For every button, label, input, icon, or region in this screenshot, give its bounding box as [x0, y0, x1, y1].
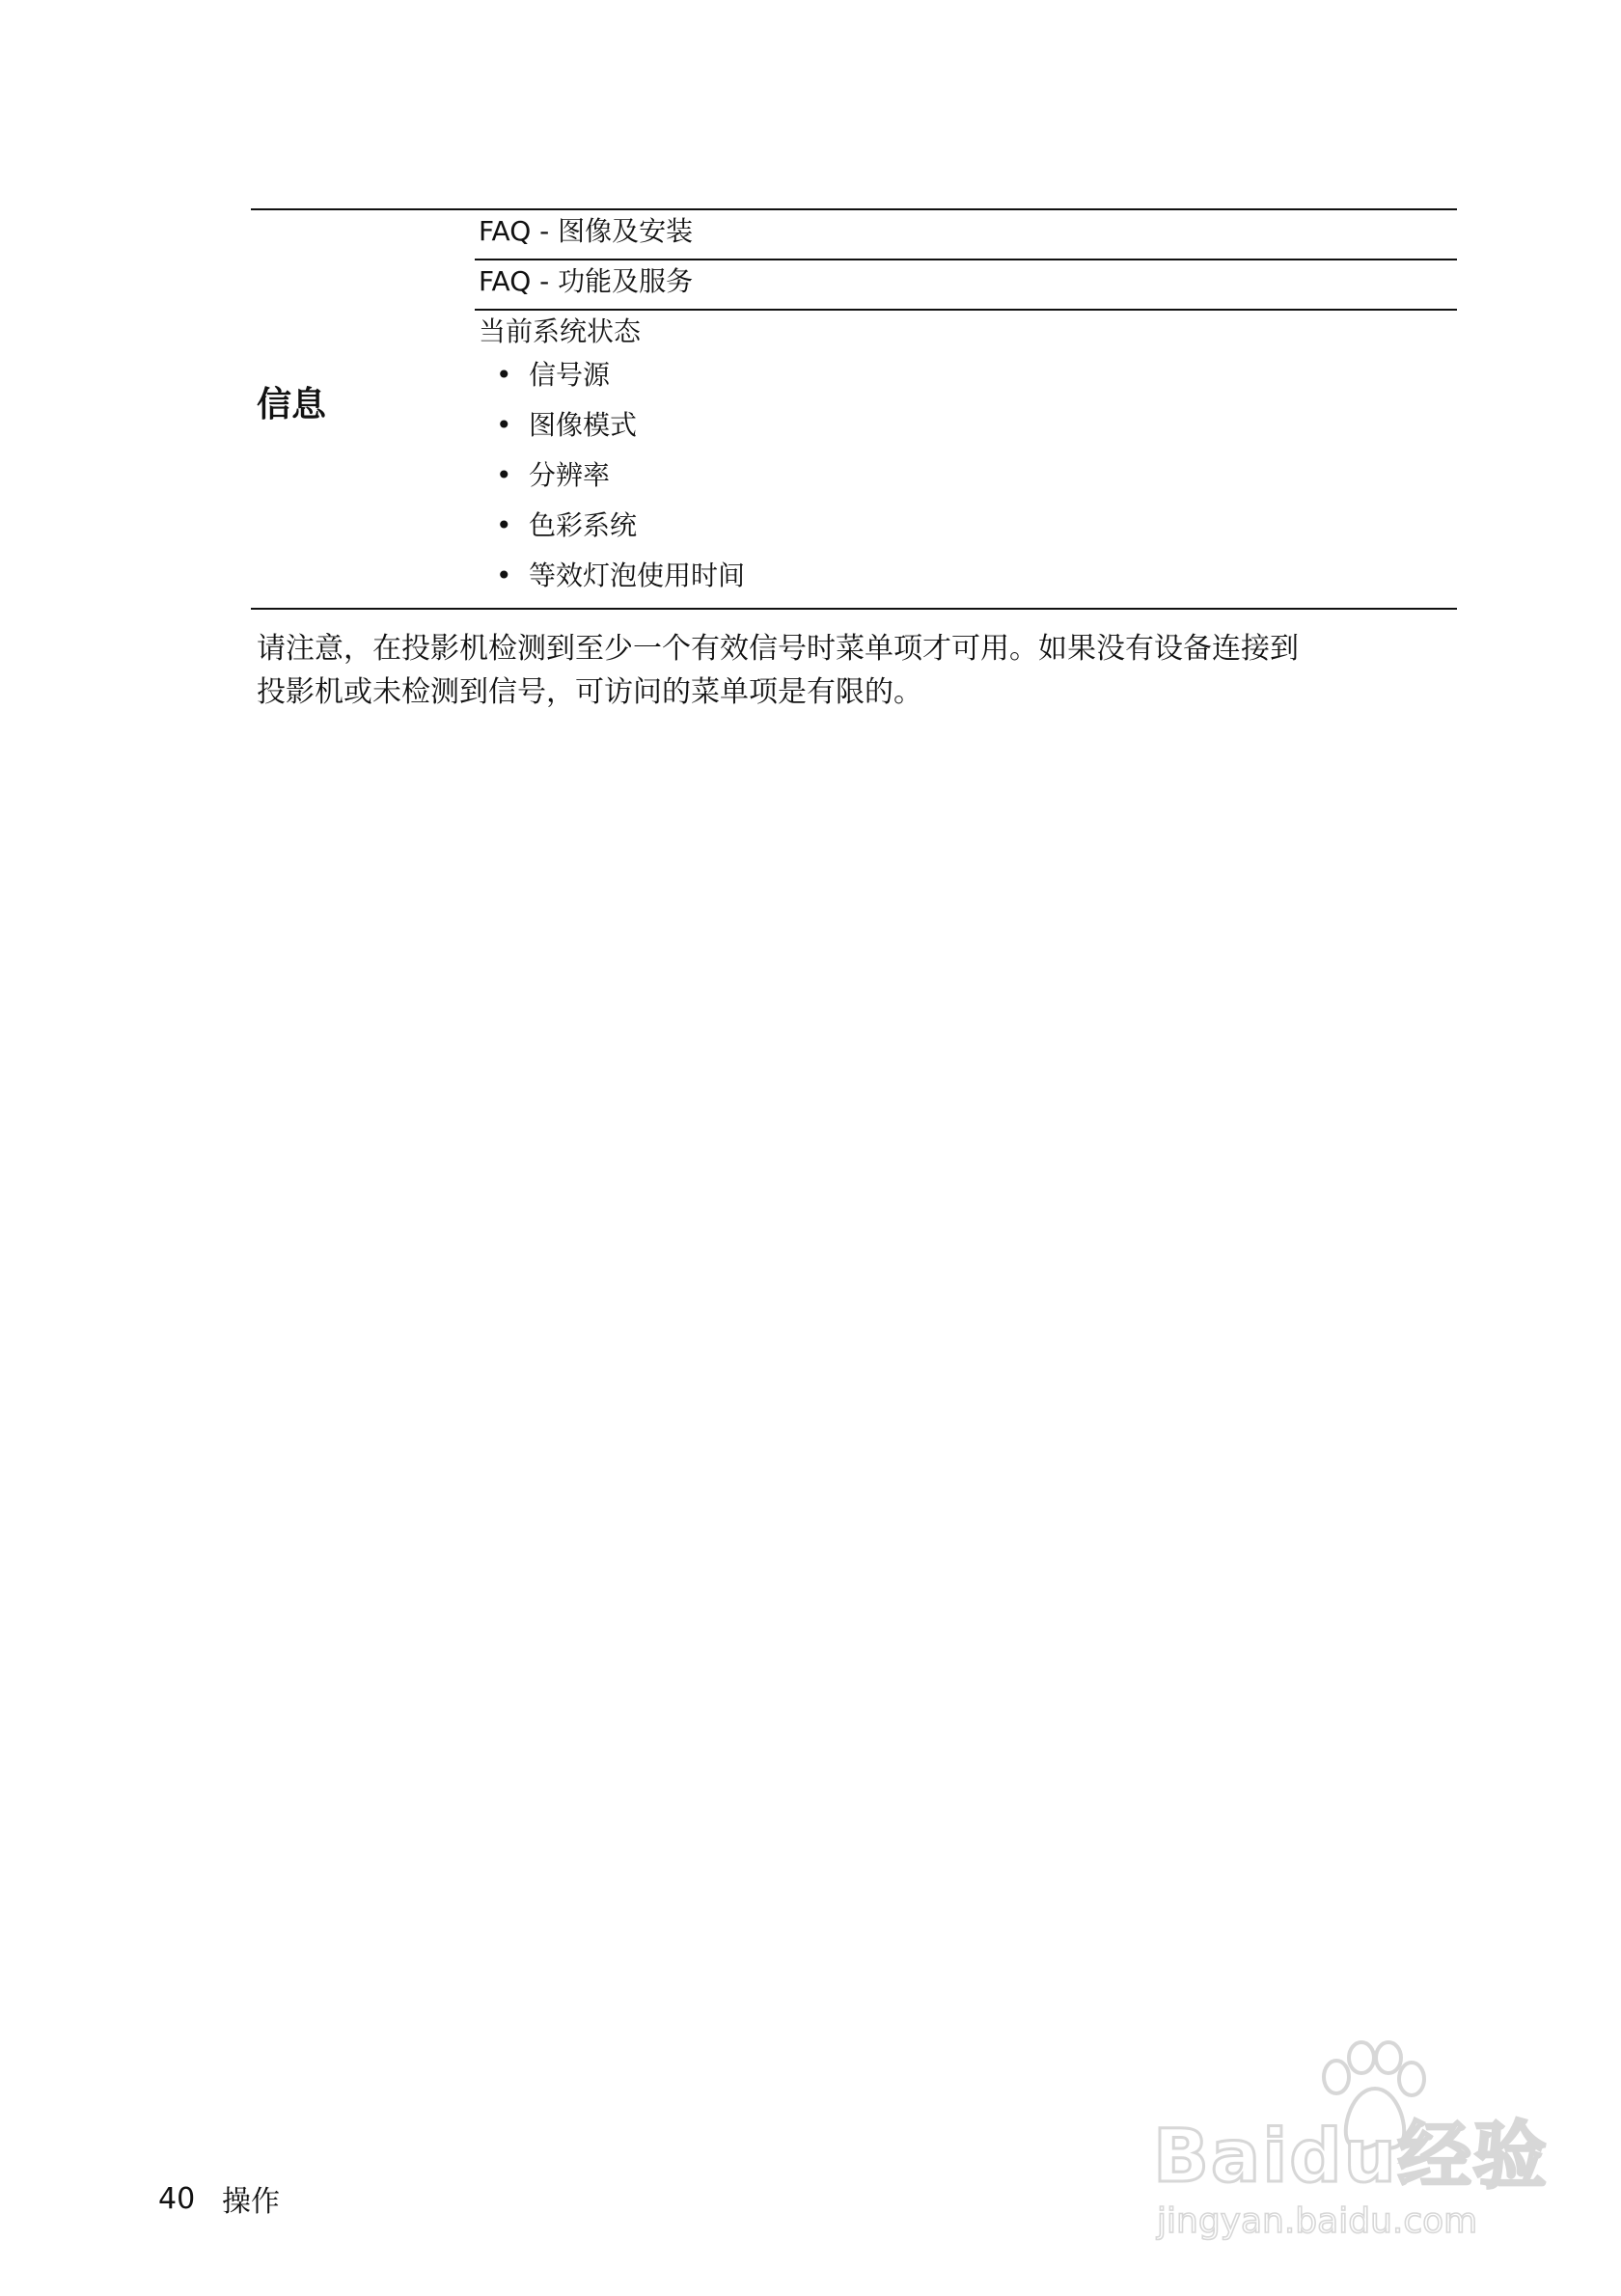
- status-bullet-list: [496, 358, 745, 609]
- row-divider: [475, 309, 1457, 311]
- baidu-watermark: [1143, 2040, 1549, 2241]
- bullet-icon: •: [496, 359, 512, 391]
- watermark-logo-text: Baidu经验: [1153, 2113, 1549, 2199]
- list-item-label: 图像模式: [529, 409, 638, 441]
- bullet-icon: •: [496, 459, 512, 491]
- watermark-url: jingyan.baidu.com: [1157, 2201, 1478, 2241]
- table-bottom-rule: [251, 608, 1457, 610]
- list-item-label: 等效灯泡使用时间: [529, 560, 746, 591]
- list-item: [496, 458, 745, 508]
- bullet-icon: •: [496, 409, 512, 441]
- list-item: [496, 358, 745, 408]
- list-item-label: 色彩系统: [529, 509, 638, 541]
- list-item: [496, 508, 745, 559]
- list-item-label: 分辨率: [529, 459, 611, 491]
- section-heading: 信息: [257, 385, 327, 424]
- note-line: 请注意，在投影机检测到至少一个有效信号时菜单项才可用。如果没有设备连接到: [257, 632, 1299, 666]
- bullet-icon: •: [496, 509, 512, 541]
- chapter-label: 操作: [222, 2185, 280, 2219]
- row-divider: [475, 259, 1457, 260]
- note-line: 投影机或未检测到信号，可访问的菜单项是有限的。: [257, 675, 922, 709]
- menu-item-faq-function: FAQ - 功能及服务: [479, 265, 694, 297]
- list-item: [496, 408, 745, 458]
- list-item-label: 信号源: [529, 359, 611, 391]
- table-top-rule: [251, 208, 1457, 210]
- note-paragraph: [257, 627, 1463, 714]
- menu-item-faq-image: FAQ - 图像及安装: [479, 215, 694, 247]
- menu-item-system-status: 当前系统状态: [479, 315, 642, 347]
- bullet-icon: •: [496, 560, 512, 591]
- list-item: [496, 559, 745, 609]
- page-number: 40: [158, 2182, 196, 2216]
